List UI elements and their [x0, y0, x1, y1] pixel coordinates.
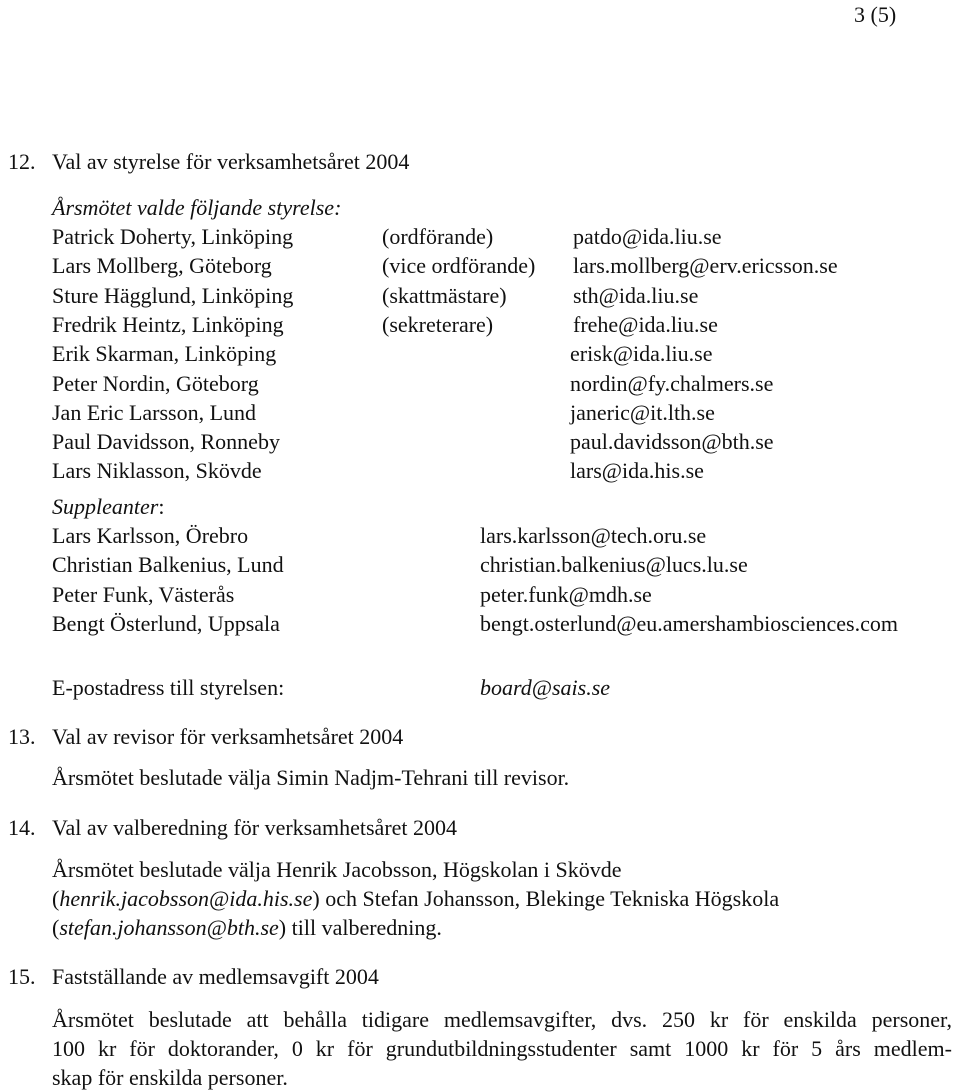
member-name: Jan Eric Larsson, Lund — [52, 399, 257, 425]
section-15-text — [52, 1005, 952, 1092]
member-email: frehe@ida.liu.se — [573, 311, 718, 337]
page-number: 3 (5) — [854, 2, 897, 27]
section-14-line-3-rest: ) till valberedning. — [278, 915, 442, 940]
stefan-email: stefan.johansson@bth.se — [59, 915, 279, 940]
board-member-row — [52, 310, 952, 339]
member-name: Fredrik Heintz, Linköping — [52, 311, 284, 337]
board-member-row — [52, 398, 952, 427]
suppleant-email: lars.karlsson@tech.oru.se — [480, 523, 707, 548]
paren-open: ( — [52, 915, 60, 940]
suppleanter-colon: : — [158, 494, 165, 519]
member-email: paul.davidsson@bth.se — [570, 429, 774, 455]
suppleant-name: Christian Balkenius, Lund — [52, 552, 284, 578]
suppleant-name: Peter Funk, Västerås — [52, 581, 235, 607]
section-14-text — [52, 855, 952, 942]
member-email: janeric@it.lth.se — [570, 399, 715, 425]
suppleant-email: peter.funk@mdh.se — [480, 581, 652, 607]
member-email: erisk@ida.liu.se — [570, 341, 713, 367]
board-member-row — [52, 251, 952, 280]
section-13-number: 13. — [8, 724, 36, 749]
member-email: lars@ida.his.se — [570, 458, 704, 484]
section-14-line-2-rest: ) och Stefan Johansson, Blekinge Tekniska Högskola — [312, 886, 780, 911]
suppleant-row — [52, 521, 952, 550]
paren-open: ( — [52, 886, 60, 911]
member-email: nordin@fy.chalmers.se — [570, 370, 774, 396]
section-15-number: 15. — [8, 964, 36, 989]
suppleant-row — [52, 580, 952, 609]
henrik-email: henrik.jacobsson@ida.his.se — [59, 886, 313, 911]
board-member-row — [52, 369, 952, 398]
member-name: Lars Mollberg, Göteborg — [52, 253, 272, 279]
section-14-line-3 — [52, 913, 952, 942]
suppleant-email: christian.balkenius@lucs.lu.se — [480, 552, 748, 578]
suppleanter-heading — [52, 492, 164, 521]
board-member-row — [52, 281, 952, 310]
suppleant-name: Lars Karlsson, Örebro — [52, 523, 249, 548]
member-email: lars.mollberg@erv.ericsson.se — [573, 253, 838, 279]
member-name: Peter Nordin, Göteborg — [52, 370, 259, 396]
board-email-label: E-postadress till styrelsen: — [52, 675, 285, 700]
member-name: Patrick Doherty, Linköping — [52, 224, 294, 249]
member-role: (vice ordförande) — [382, 253, 536, 279]
section-14-line-2 — [52, 884, 952, 913]
section-14-line-1: Årsmötet beslutade välja Henrik Jacobsson, Högskolan i Skövde — [52, 857, 622, 882]
board-email: board@sais.se — [480, 675, 611, 700]
suppleant-email: bengt.osterlund@eu.amershambiosciences.com — [480, 610, 898, 636]
section-13-text: Årsmötet beslutade välja Simin Nadjm-Tehrani till revisor. — [52, 765, 570, 790]
member-email: patdo@ida.liu.se — [573, 224, 722, 249]
member-role: (ordförande) — [382, 224, 494, 249]
section-15-line-3: skap för enskilda personer. — [52, 1065, 288, 1090]
board-intro: Årsmötet valde följande styrelse: — [52, 195, 342, 220]
section-14-title: Val av valberedning för verksamhetsåret 2004 — [52, 815, 458, 840]
suppleanter-label: Suppleanter — [52, 494, 159, 519]
section-12-title: Val av styrelse för verksamhetsåret 2004 — [52, 149, 410, 174]
member-name: Paul Davidsson, Ronneby — [52, 429, 280, 455]
section-12-number: 12. — [8, 149, 36, 174]
member-name: Lars Niklasson, Skövde — [52, 458, 262, 484]
member-email: sth@ida.liu.se — [573, 282, 699, 308]
member-role: (skattmästare) — [382, 282, 507, 308]
board-member-row — [52, 339, 952, 368]
section-15-line-2: 100 kr för doktorander, 0 kr för grundutbildningsstudenter samt 1000 kr för 5 års medlem- — [52, 1036, 952, 1061]
section-14-number: 14. — [8, 815, 36, 840]
board-member-row — [52, 427, 952, 456]
member-role: (sekreterare) — [382, 311, 494, 337]
suppleant-name: Bengt Österlund, Uppsala — [52, 610, 280, 636]
board-member-row — [52, 456, 952, 485]
section-13-title: Val av revisor för verksamhetsåret 2004 — [52, 724, 404, 749]
section-15-line-1: Årsmötet beslutade att behålla tidigare medlemsavgifter, dvs. 250 kr för enskilda personer, — [52, 1007, 952, 1032]
suppleant-row — [52, 609, 952, 638]
suppleant-row — [52, 550, 952, 579]
section-15-title: Fastställande av medlemsavgift 2004 — [52, 964, 379, 989]
member-name: Erik Skarman, Linköping — [52, 341, 277, 367]
member-name: Sture Hägglund, Linköping — [52, 282, 294, 308]
board-member-row — [52, 222, 952, 251]
